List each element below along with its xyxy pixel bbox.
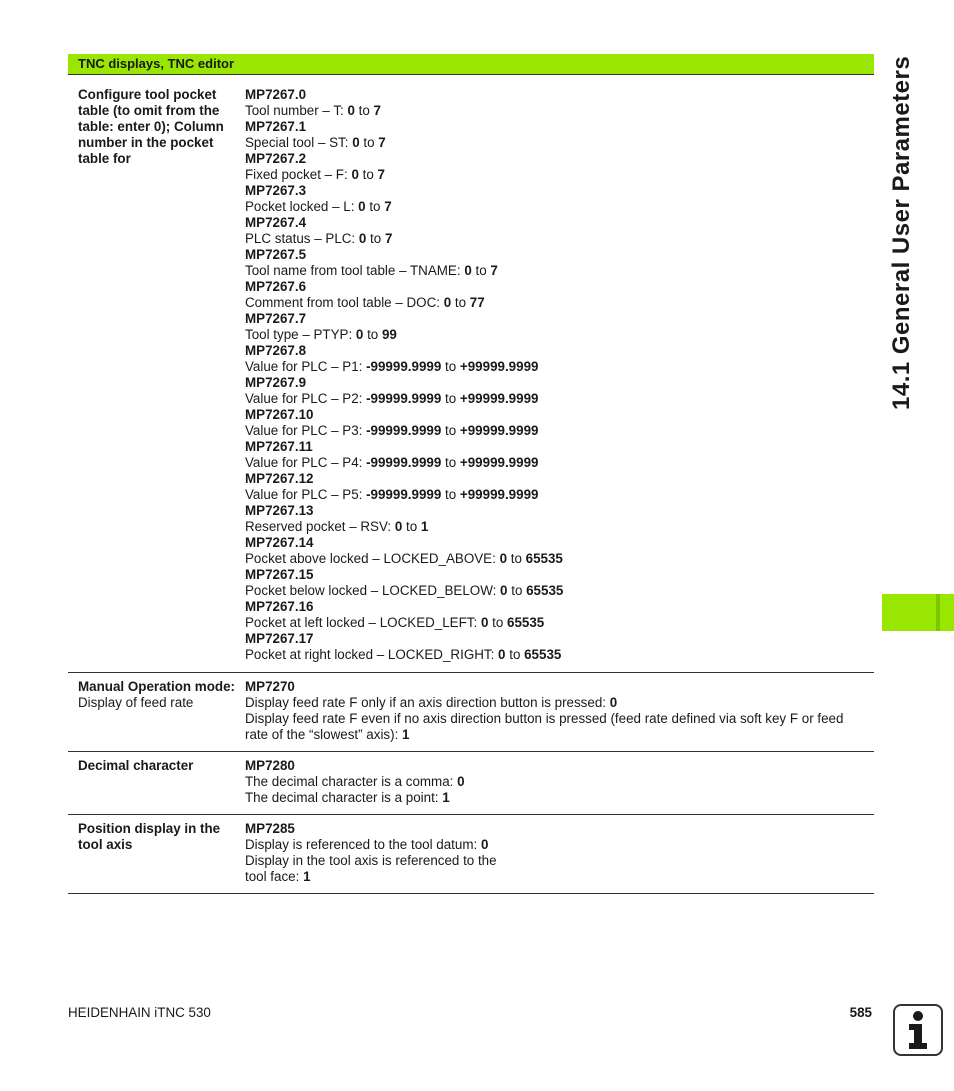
- page-number: 585: [849, 1005, 872, 1020]
- parameter-table: [68, 54, 874, 894]
- footer-product: HEIDENHAIN iTNC 530: [68, 1005, 211, 1020]
- value-max: +99999.9999: [459, 423, 539, 438]
- info-icon: [893, 1004, 943, 1056]
- mp-number: MP7267.5: [245, 247, 307, 262]
- range-separator: to: [366, 231, 385, 246]
- mp-number: MP7267.2: [245, 151, 307, 166]
- value-max: 65535: [525, 551, 563, 566]
- parameter-description: [245, 853, 866, 869]
- row-content: [245, 679, 874, 743]
- description-text: Display feed rate F even if no axis direction button is pressed (feed rate defined via soft key F or feed rate of the “slowest” axis):: [245, 711, 844, 742]
- description-text: Display in the tool axis is referenced to the: [245, 853, 497, 868]
- table-row: [68, 752, 874, 815]
- range-separator: to: [451, 295, 470, 310]
- value-min: 0: [498, 647, 506, 662]
- description-text: The decimal character is a comma:: [245, 774, 458, 789]
- row-content: [245, 821, 874, 885]
- machine-parameter-id: [245, 535, 866, 551]
- value-min: 0: [355, 327, 364, 342]
- value-min: 0: [347, 103, 355, 118]
- parameter-description: [245, 359, 866, 375]
- value-min: 0: [352, 135, 360, 150]
- range-separator: to: [363, 327, 382, 342]
- row-label-text: Display of feed rate: [78, 695, 194, 710]
- description-text: Value for PLC – P5:: [245, 487, 367, 502]
- mp-number: MP7267.9: [245, 375, 307, 390]
- parameter-description: [245, 647, 866, 663]
- chapter-tab-marker: [882, 594, 954, 631]
- row-content: [245, 758, 874, 806]
- machine-parameter-id: [245, 119, 866, 135]
- range-separator: to: [441, 391, 460, 406]
- mp-number: MP7267.0: [245, 87, 307, 102]
- mp-number: MP7267.6: [245, 279, 307, 294]
- description-text: Tool number – T:: [245, 103, 348, 118]
- value-max: +99999.9999: [459, 487, 539, 502]
- value-min: 1: [442, 790, 450, 805]
- machine-parameter-id: [245, 758, 866, 774]
- machine-parameter-id: [245, 375, 866, 391]
- value-min: -99999.9999: [366, 487, 442, 502]
- row-label-bold: Decimal character: [78, 758, 194, 773]
- description-text: Value for PLC – P2:: [245, 391, 367, 406]
- value-max: 7: [378, 135, 386, 150]
- parameter-description: [245, 135, 866, 151]
- parameter-description: [245, 695, 866, 711]
- mp-number: MP7267.11: [245, 439, 313, 454]
- table-row: [68, 673, 874, 752]
- description-text: Pocket below locked – LOCKED_BELOW:: [245, 583, 501, 598]
- machine-parameter-id: [245, 631, 866, 647]
- machine-parameter-id: [245, 679, 866, 695]
- range-separator: to: [441, 455, 460, 470]
- value-min: -99999.9999: [366, 423, 442, 438]
- machine-parameter-id: [245, 151, 866, 167]
- parameter-description: [245, 199, 866, 215]
- parameter-description: [245, 774, 866, 790]
- parameter-description: [245, 327, 866, 343]
- mp-number: MP7270: [245, 679, 295, 694]
- range-separator: to: [507, 583, 527, 598]
- info-glyph: [903, 1010, 933, 1050]
- table-row: [68, 815, 874, 894]
- description-text: Pocket locked – L:: [245, 199, 359, 214]
- range-separator: to: [358, 167, 378, 182]
- range-separator: to: [441, 359, 460, 374]
- row-label: [68, 87, 245, 663]
- description-text: Comment from tool table – DOC:: [245, 295, 444, 310]
- description-text: The decimal character is a point:: [245, 790, 443, 805]
- description-text: Pocket at left locked – LOCKED_LEFT:: [245, 615, 481, 630]
- section-header: TNC displays, TNC editor: [68, 54, 874, 75]
- mp-number: MP7267.15: [245, 567, 314, 582]
- row-label: [68, 679, 245, 743]
- parameter-description: [245, 423, 866, 439]
- value-max: 1: [420, 519, 429, 534]
- value-max: 7: [384, 231, 393, 246]
- parameter-description: [245, 711, 866, 743]
- description-text: Fixed pocket – F:: [245, 167, 352, 182]
- machine-parameter-id: [245, 215, 866, 231]
- value-min: 1: [402, 727, 410, 742]
- range-separator: to: [505, 647, 525, 662]
- parameter-description: [245, 551, 866, 567]
- row-label-bold: Manual Operation mode:: [78, 679, 235, 694]
- parameter-description: [245, 103, 866, 119]
- value-min: 0: [358, 199, 366, 214]
- machine-parameter-id: [245, 821, 866, 837]
- description-text: tool face:: [245, 869, 304, 884]
- mp-number: MP7267.7: [245, 311, 307, 326]
- value-min: 0: [480, 615, 489, 630]
- value-min: 0: [457, 774, 465, 789]
- row-label: [68, 821, 245, 885]
- description-text: Tool name from tool table – TNAME:: [245, 263, 465, 278]
- description-text: PLC status – PLC:: [245, 231, 359, 246]
- range-separator: to: [441, 423, 460, 438]
- value-min: 0: [443, 295, 452, 310]
- description-text: Display is referenced to the tool datum:: [245, 837, 481, 852]
- row-label-bold: Configure tool pocket table (to omit from the table: enter 0); Column number in the pocket table for: [78, 87, 224, 166]
- row-content: [245, 87, 874, 663]
- value-max: +99999.9999: [459, 359, 539, 374]
- parameter-description: [245, 487, 866, 503]
- machine-parameter-id: [245, 471, 866, 487]
- parameter-description: [245, 583, 866, 599]
- mp-number: MP7267.12: [245, 471, 314, 486]
- description-text: Value for PLC – P1:: [245, 359, 367, 374]
- description-text: Pocket at right locked – LOCKED_RIGHT:: [245, 647, 499, 662]
- row-label: [68, 758, 245, 806]
- mp-number: MP7267.4: [245, 215, 307, 230]
- parameter-description: [245, 455, 866, 471]
- range-separator: to: [365, 199, 385, 214]
- parameter-description: [245, 519, 866, 535]
- mp-number: MP7267.14: [245, 535, 314, 550]
- machine-parameter-id: [245, 599, 866, 615]
- value-max: 65535: [526, 583, 564, 598]
- mp-number: MP7267.1: [245, 119, 307, 134]
- mp-number: MP7267.17: [245, 631, 314, 646]
- range-separator: to: [441, 487, 460, 502]
- range-separator: to: [471, 263, 491, 278]
- row-label-bold: Position display in the tool axis: [78, 821, 221, 852]
- range-separator: to: [488, 615, 507, 630]
- parameter-description: [245, 837, 866, 853]
- mp-number: MP7280: [245, 758, 295, 773]
- parameter-description: [245, 790, 866, 806]
- machine-parameter-id: [245, 183, 866, 199]
- parameter-description: [245, 869, 866, 885]
- value-max: +99999.9999: [459, 391, 539, 406]
- machine-parameter-id: [245, 247, 866, 263]
- value-min: 0: [500, 583, 508, 598]
- description-text: Value for PLC – P4:: [245, 455, 367, 470]
- machine-parameter-id: [245, 87, 866, 103]
- value-max: 7: [373, 103, 381, 118]
- mp-number: MP7267.10: [245, 407, 314, 422]
- description-text: Special tool – ST:: [245, 135, 353, 150]
- table-row: [68, 54, 874, 673]
- description-text: Value for PLC – P3:: [245, 423, 367, 438]
- mp-number: MP7267.13: [245, 503, 314, 518]
- value-min: 0: [480, 837, 489, 852]
- machine-parameter-id: [245, 567, 866, 583]
- range-separator: to: [359, 135, 379, 150]
- mp-number: MP7285: [245, 821, 295, 836]
- description-text: Pocket above locked – LOCKED_ABOVE:: [245, 551, 500, 566]
- description-text: Reserved pocket – RSV:: [245, 519, 395, 534]
- parameter-description: [245, 231, 866, 247]
- parameter-description: [245, 615, 866, 631]
- value-max: 7: [384, 199, 392, 214]
- value-min: 0: [358, 231, 367, 246]
- value-min: 0: [351, 167, 359, 182]
- value-max: 99: [381, 327, 397, 342]
- mp-number: MP7267.8: [245, 343, 307, 358]
- value-min: 0: [394, 519, 403, 534]
- value-max: +99999.9999: [459, 455, 539, 470]
- value-min: -99999.9999: [366, 359, 442, 374]
- value-min: 1: [303, 869, 311, 884]
- range-separator: to: [354, 103, 374, 118]
- value-min: 0: [499, 551, 508, 566]
- machine-parameter-id: [245, 439, 866, 455]
- parameter-description: [245, 167, 866, 183]
- description-text: Tool type – PTYP:: [245, 327, 356, 342]
- value-min: 0: [464, 263, 472, 278]
- value-min: 0: [609, 695, 618, 710]
- machine-parameter-id: [245, 311, 866, 327]
- description-text: Display feed rate F only if an axis direction button is pressed:: [245, 695, 610, 710]
- value-max: 65535: [507, 615, 545, 630]
- value-min: -99999.9999: [366, 391, 442, 406]
- parameter-description: [245, 263, 866, 279]
- machine-parameter-id: [245, 407, 866, 423]
- mp-number: MP7267.3: [245, 183, 307, 198]
- value-max: 7: [490, 263, 498, 278]
- parameter-description: [245, 295, 866, 311]
- parameter-description: [245, 391, 866, 407]
- value-max: 7: [377, 167, 385, 182]
- value-min: -99999.9999: [366, 455, 442, 470]
- machine-parameter-id: [245, 503, 866, 519]
- chapter-side-title: 14.1 General User Parameters: [888, 55, 915, 410]
- machine-parameter-id: [245, 343, 866, 359]
- machine-parameter-id: [245, 279, 866, 295]
- value-max: 77: [469, 295, 485, 310]
- value-max: 65535: [524, 647, 562, 662]
- range-separator: to: [402, 519, 421, 534]
- mp-number: MP7267.16: [245, 599, 314, 614]
- range-separator: to: [507, 551, 526, 566]
